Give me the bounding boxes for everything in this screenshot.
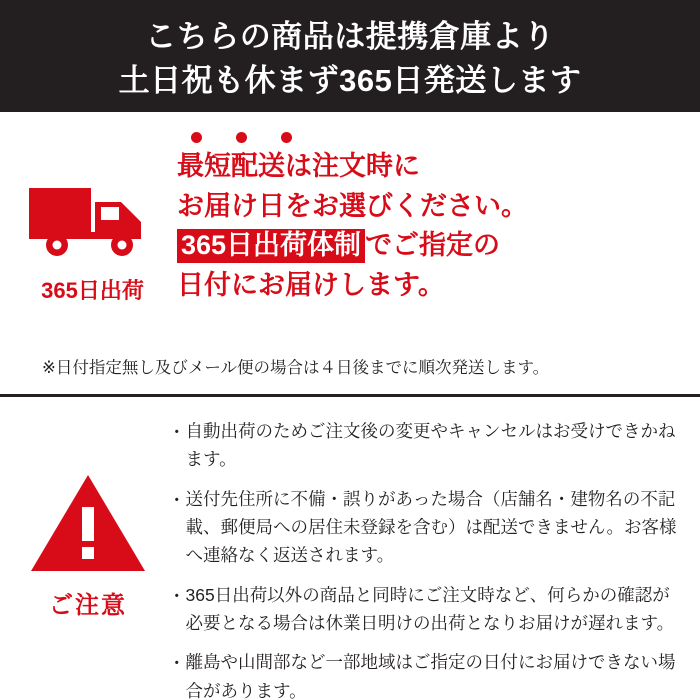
dot-icon (191, 132, 202, 143)
warning-triangle-icon (29, 471, 147, 575)
dot-icon (236, 132, 247, 143)
truck-icon (27, 174, 159, 266)
list-item (168, 485, 682, 570)
dot-icon (281, 132, 292, 143)
banner-header (0, 0, 700, 112)
shipping-headline-1: 最短配送は注文時に (177, 151, 420, 181)
bullet-icon: ・ (168, 489, 186, 510)
shipping-headline-4: 日付にお届けします。 (177, 270, 445, 301)
shipping-headline-2: お届け日をお選びください。 (177, 190, 528, 221)
caution-badge (8, 411, 168, 697)
list-item (168, 648, 682, 700)
list-item (168, 581, 682, 638)
header-line-1: こちらの商品は提携倉庫より (145, 18, 555, 54)
list-item-text: 365日出荷以外の商品と同時にご注文時など、何らかの確認が必要となる場合は休業日明けの出荷となりお届けが遅れます。 (185, 584, 675, 634)
decorative-dots (177, 132, 690, 143)
caution-section (0, 397, 700, 700)
shipping-section (0, 112, 700, 397)
shipping-note: ※日付指定無し及びメール便の場合は４日後までに順次発送します。 (42, 359, 550, 377)
bullet-icon: ・ (168, 422, 186, 442)
shipping-highlight: 365日出荷体制 (177, 229, 365, 263)
list-item (168, 417, 682, 474)
caution-list (168, 411, 686, 700)
shipping-headline-3 (177, 226, 690, 266)
shipping-headline-3-rest: でご指定の (365, 230, 501, 261)
caution-label: ご注意 (49, 592, 127, 619)
list-item-text: 離島や山間部など一部地域はご指定の日付にお届けできない場合があります。 (185, 652, 676, 700)
list-item-text: 送付先住所に不備・誤りがあった場合（店舗名・建物名の不記載、郵便局への居住未登録を含む）は配送できません。お客様へ連絡なく返送されます。 (185, 488, 677, 566)
bullet-icon: ・ (168, 653, 186, 674)
header-line-2: 土日祝も休まず365日発送します (118, 63, 582, 98)
truck-badge-label: 365日出荷 (41, 278, 144, 303)
bullet-icon: ・ (168, 585, 186, 606)
list-item-text: 自動出荷のためご注文後の変更やキャンセルはお受けできかねます。 (185, 421, 676, 470)
